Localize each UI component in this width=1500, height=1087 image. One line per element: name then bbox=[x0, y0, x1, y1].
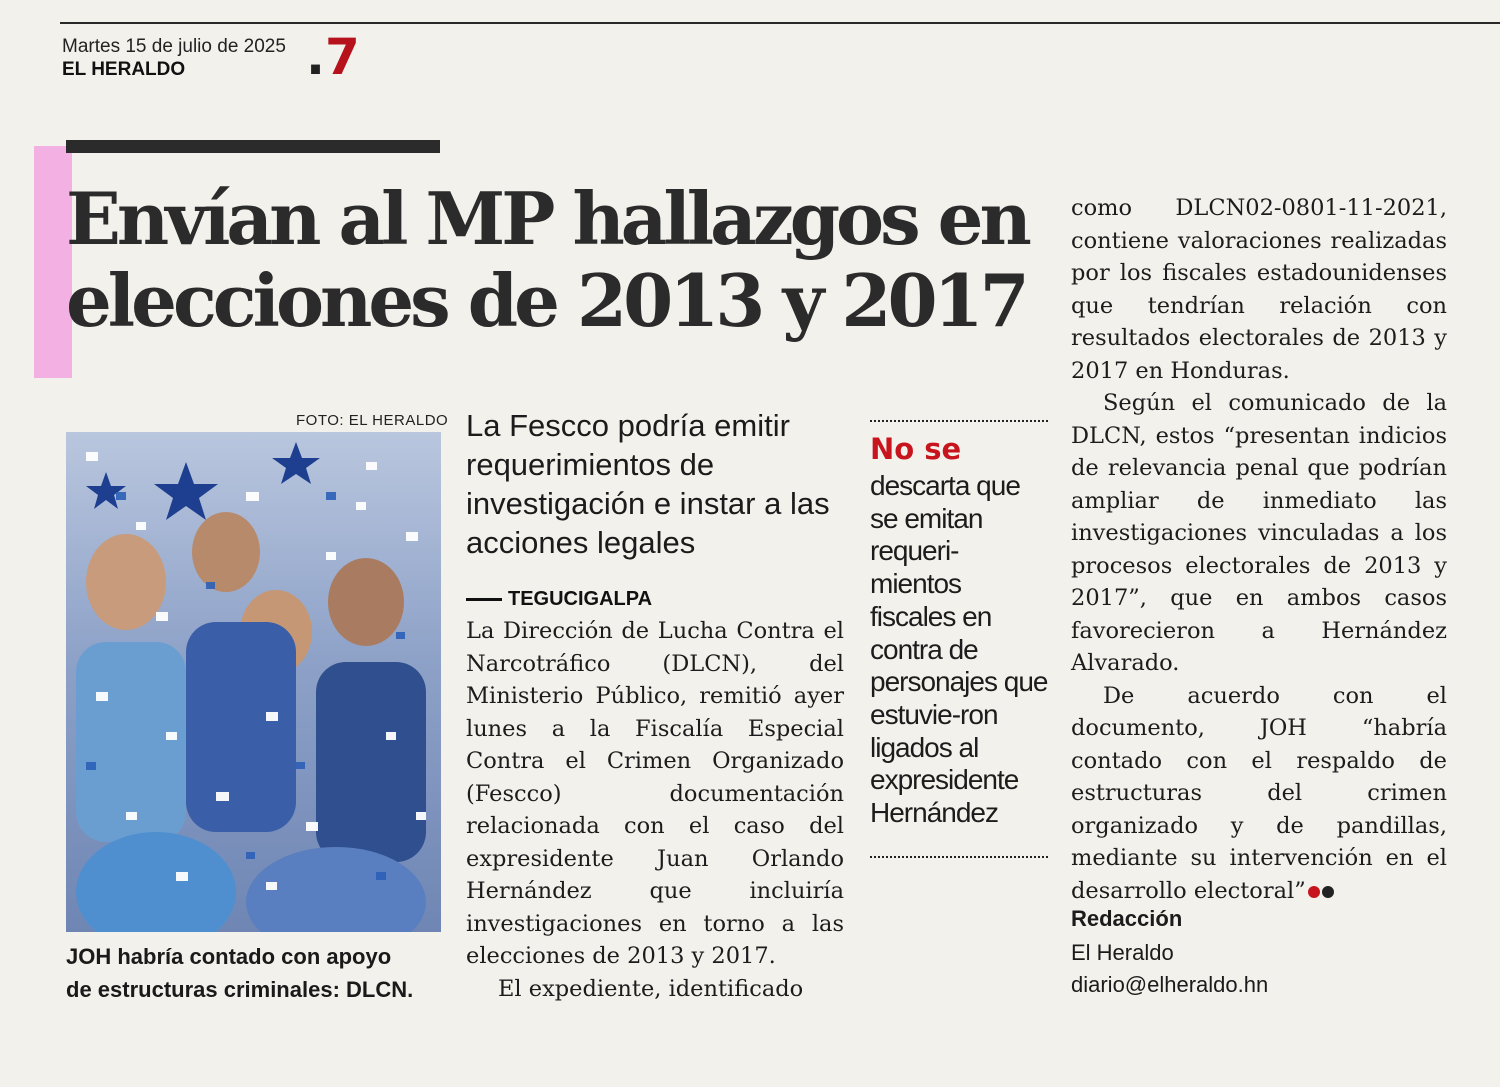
confetti-celebration-image bbox=[66, 432, 441, 932]
dateline-dash bbox=[466, 598, 502, 601]
page-number-dot: . bbox=[306, 28, 325, 86]
author-organization: El Heraldo bbox=[1071, 940, 1174, 965]
body-paragraph: Según el comunicado de la DLCN, estos “presentan indicios de relevancia penal que podrían ampliar de inmediato las investigaciones vinculadas a los procesos electorales de 2013 y 2017”, que en ambos casos favorecieron a Hernández Alvarado. bbox=[1071, 390, 1447, 676]
body-column-4 bbox=[1071, 192, 1447, 907]
author-email: diario@elheraldo.hn bbox=[1071, 972, 1269, 997]
newspaper-name: EL HERALDO bbox=[62, 59, 186, 80]
body-column-2 bbox=[466, 615, 844, 1005]
end-mark-red-dot bbox=[1308, 886, 1320, 898]
pullquote-lead: No se bbox=[870, 432, 962, 466]
dateline bbox=[466, 588, 652, 611]
body-paragraph: como DLCN02-0801-11-2021, contiene valoraciones realizadas por los fiscales estadounidenses que tendrían relación con resultados electorales de 2013 y 2017 en Honduras. bbox=[1071, 195, 1447, 384]
issue-date: Martes 15 de julio de 2025 bbox=[62, 36, 286, 57]
dateline-text: TEGUCIGALPA bbox=[508, 588, 653, 610]
headline-line-2: elecciones de 2013 y 2017 bbox=[66, 258, 1026, 343]
page-number-value: 7 bbox=[325, 28, 360, 86]
pullquote-bottom-rule bbox=[870, 856, 1048, 858]
author-name: Redacción bbox=[1071, 906, 1183, 931]
body-paragraph: El expediente, identificado bbox=[498, 975, 804, 1002]
caption-line-2: de estructuras criminales: DLCN. bbox=[66, 977, 414, 1002]
page-number bbox=[306, 28, 360, 86]
photo-caption bbox=[66, 940, 446, 1006]
top-rule bbox=[60, 22, 1500, 24]
photo-credit: FOTO: EL HERALDO bbox=[296, 412, 449, 429]
pullquote-text: descarta que se emitan requeri-mientos fiscales en contra de personajes que estuvie-ron ligados al expresidente Hernández bbox=[870, 470, 1048, 829]
pullquote-top-rule bbox=[870, 420, 1048, 422]
final-paragraph-text: De acuerdo con el documento, JOH “habría contado con el respaldo de estructuras del crimen organizado y de pandillas, mediante su intervención en el desarrollo electoral” bbox=[1071, 682, 1447, 904]
section-bar bbox=[66, 140, 440, 153]
article-photo bbox=[66, 432, 441, 932]
body-paragraph: La Dirección de Lucha Contra el Narcotráfico (DLCN), del Ministerio Público, remitió ayer lunes a la Fiscalía Especial Contra el Crimen Organizado (Fescco) documentación relacionada con el caso del expresidente Juan Orlando Hernández que incluiría investigaciones en torno a las elecciones de 2013 y 2017. bbox=[466, 618, 844, 969]
article-deck: La Fescco podría emitir requerimientos de investigación e instar a las acciones legales bbox=[466, 408, 830, 560]
body-paragraph-final bbox=[1071, 680, 1447, 908]
caption-line-1: JOH habría contado con apoyo bbox=[66, 944, 392, 969]
headline bbox=[66, 178, 1056, 342]
end-mark-black-dot bbox=[1322, 886, 1334, 898]
headline-line-1: Envían al MP hallazgos en bbox=[66, 176, 1028, 261]
